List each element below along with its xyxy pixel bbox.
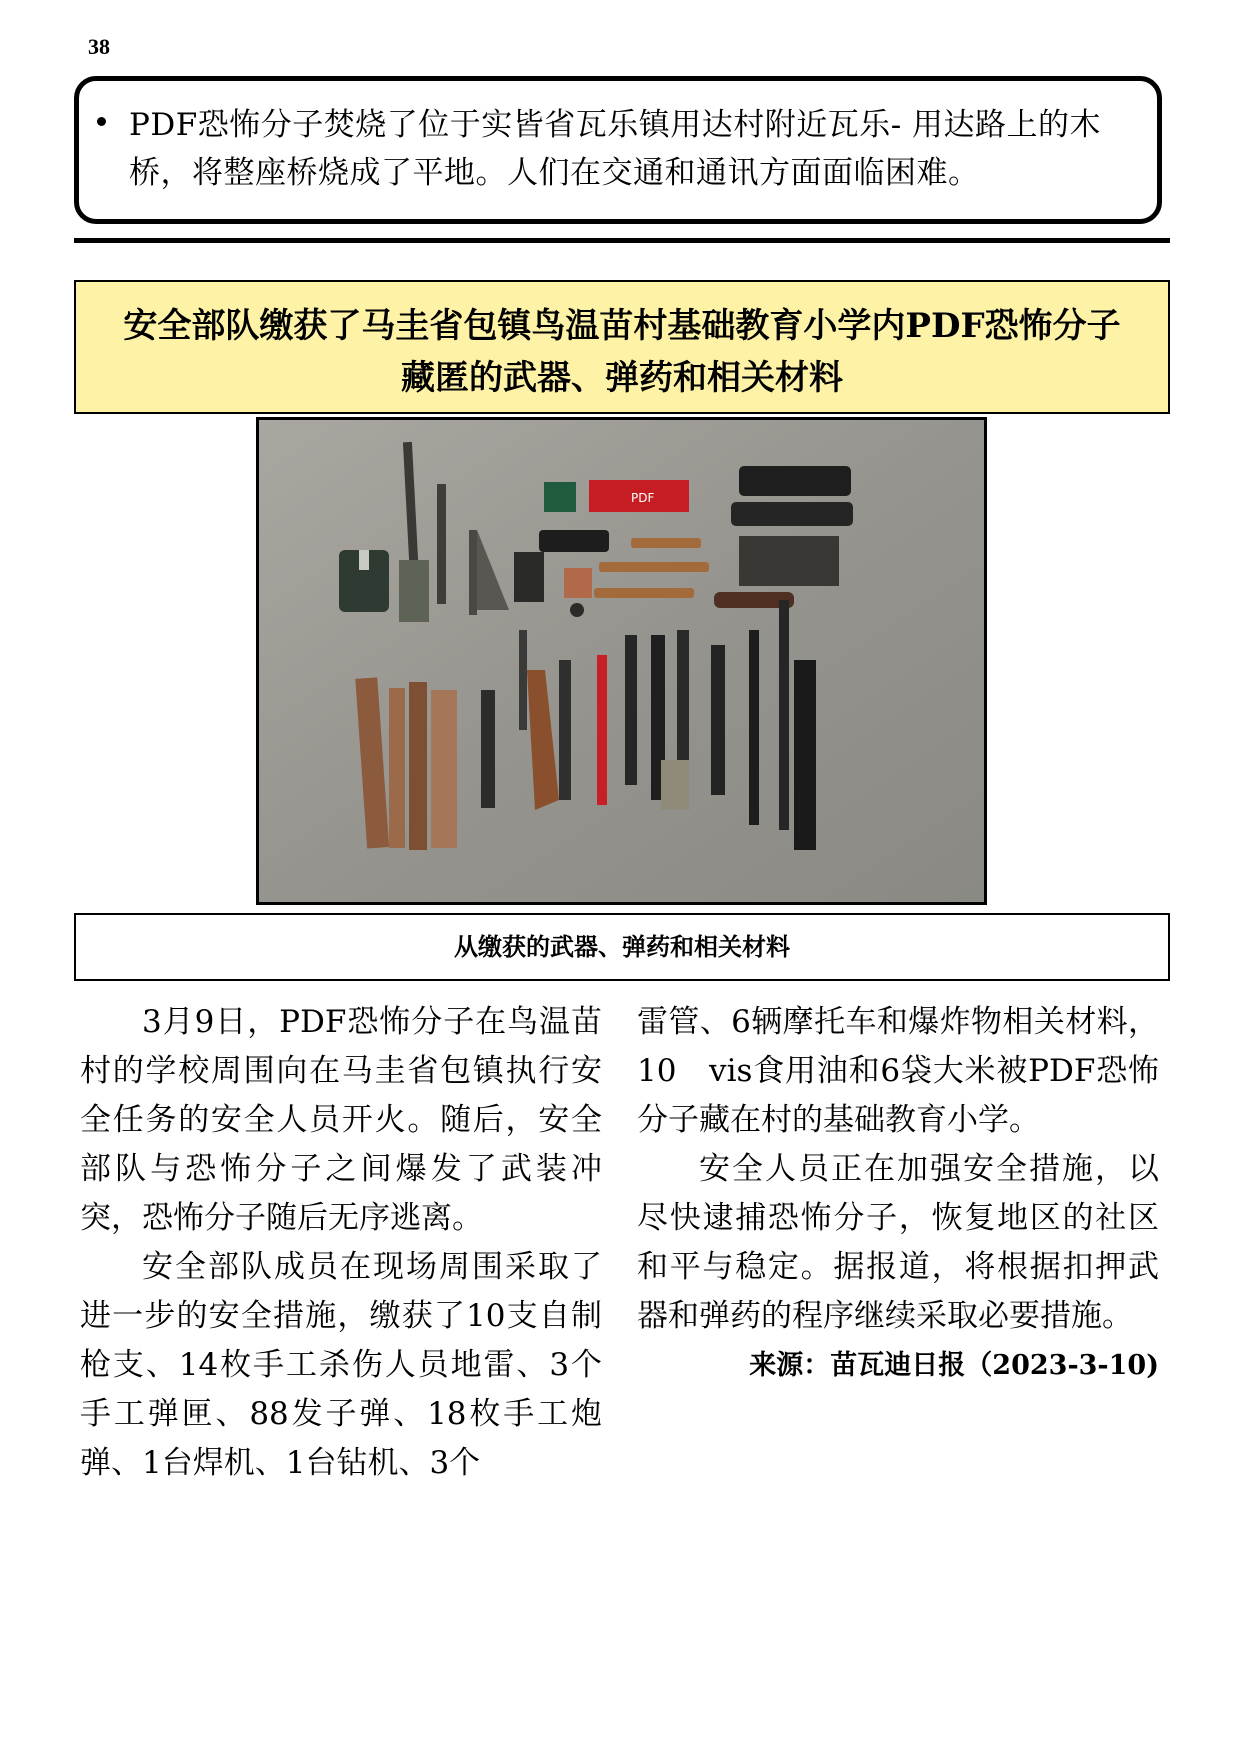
pipe-shell [409, 682, 427, 850]
ammo-belt [739, 466, 851, 496]
article-column-right [637, 998, 1159, 1390]
headline-line-1: 安全部队缴获了马圭省包镇鸟温苗村基础教育小学内PDF恐怖分子 [123, 306, 1121, 346]
photo-caption: 从缴获的武器、弹药和相关材料 [74, 913, 1170, 981]
article-source: 来源：苗瓦迪日报（2023-3-10) [749, 1350, 1159, 1381]
bullet-dot [97, 117, 106, 126]
headline-line-2: 藏匿的武器、弹药和相关材料 [401, 358, 843, 398]
metal-bar [469, 530, 477, 615]
pipe-shell [431, 690, 457, 848]
drill-chuck [359, 550, 369, 570]
news-brief-text: PDF恐怖分子焚烧了位于实皆省瓦乐镇用达村附近瓦乐- 用达路上的木桥，将整座桥烧成了平地。人们在交通和通讯方面面临困难。 [129, 107, 1102, 191]
article-paragraph: 安全人员正在加强安全措施，以尽快逮捕恐怖分子，恢复地区的社区和平与稳定。据报道，将根据扣押武器和弹药的程序继续采取必要措施。 [637, 1151, 1159, 1334]
armband-text: PDF [631, 491, 655, 505]
news-brief-box [74, 76, 1162, 224]
article-paragraph-continued: 雷管、6辆摩托车和爆炸物相关材料，10 vis食用油和6袋大米被PDF恐怖分子藏在村的基础教育小学。 [637, 1004, 1159, 1138]
article-paragraph: 安全部队成员在现场周围采取了进一步的安全措施，缴获了10支自制枪支、14枚手工杀伤人员地雷、3个手工弹匣、88发子弹、18枚手工炮弹、1台焊机、1台钻机、3个 [80, 1249, 602, 1481]
seized-weapons-photo [256, 417, 987, 905]
seized-weapons-illustration [259, 420, 984, 902]
metal-pipe [437, 484, 446, 604]
cartridge-cap [570, 603, 584, 617]
article-column-left [80, 998, 602, 1488]
ammo-box [564, 568, 592, 598]
article-paragraph: 3月9日，PDF恐怖分子在鸟温苗村的学校周围向在马圭省包镇执行安全任务的安全人员开火。随后，安全部队与恐怖分子之间爆发了武装冲突，恐怖分子随后无序逃离。 [80, 1004, 602, 1236]
pipe-shell [389, 688, 405, 848]
ammo-belt [731, 502, 853, 526]
headline-box [74, 280, 1170, 414]
pouch [539, 530, 609, 552]
magazine [514, 552, 544, 602]
section-divider [74, 238, 1170, 243]
welding-tool [399, 560, 429, 622]
page-number: 38 [88, 34, 110, 59]
green-card [544, 482, 576, 512]
magazine-pouches [739, 536, 839, 586]
